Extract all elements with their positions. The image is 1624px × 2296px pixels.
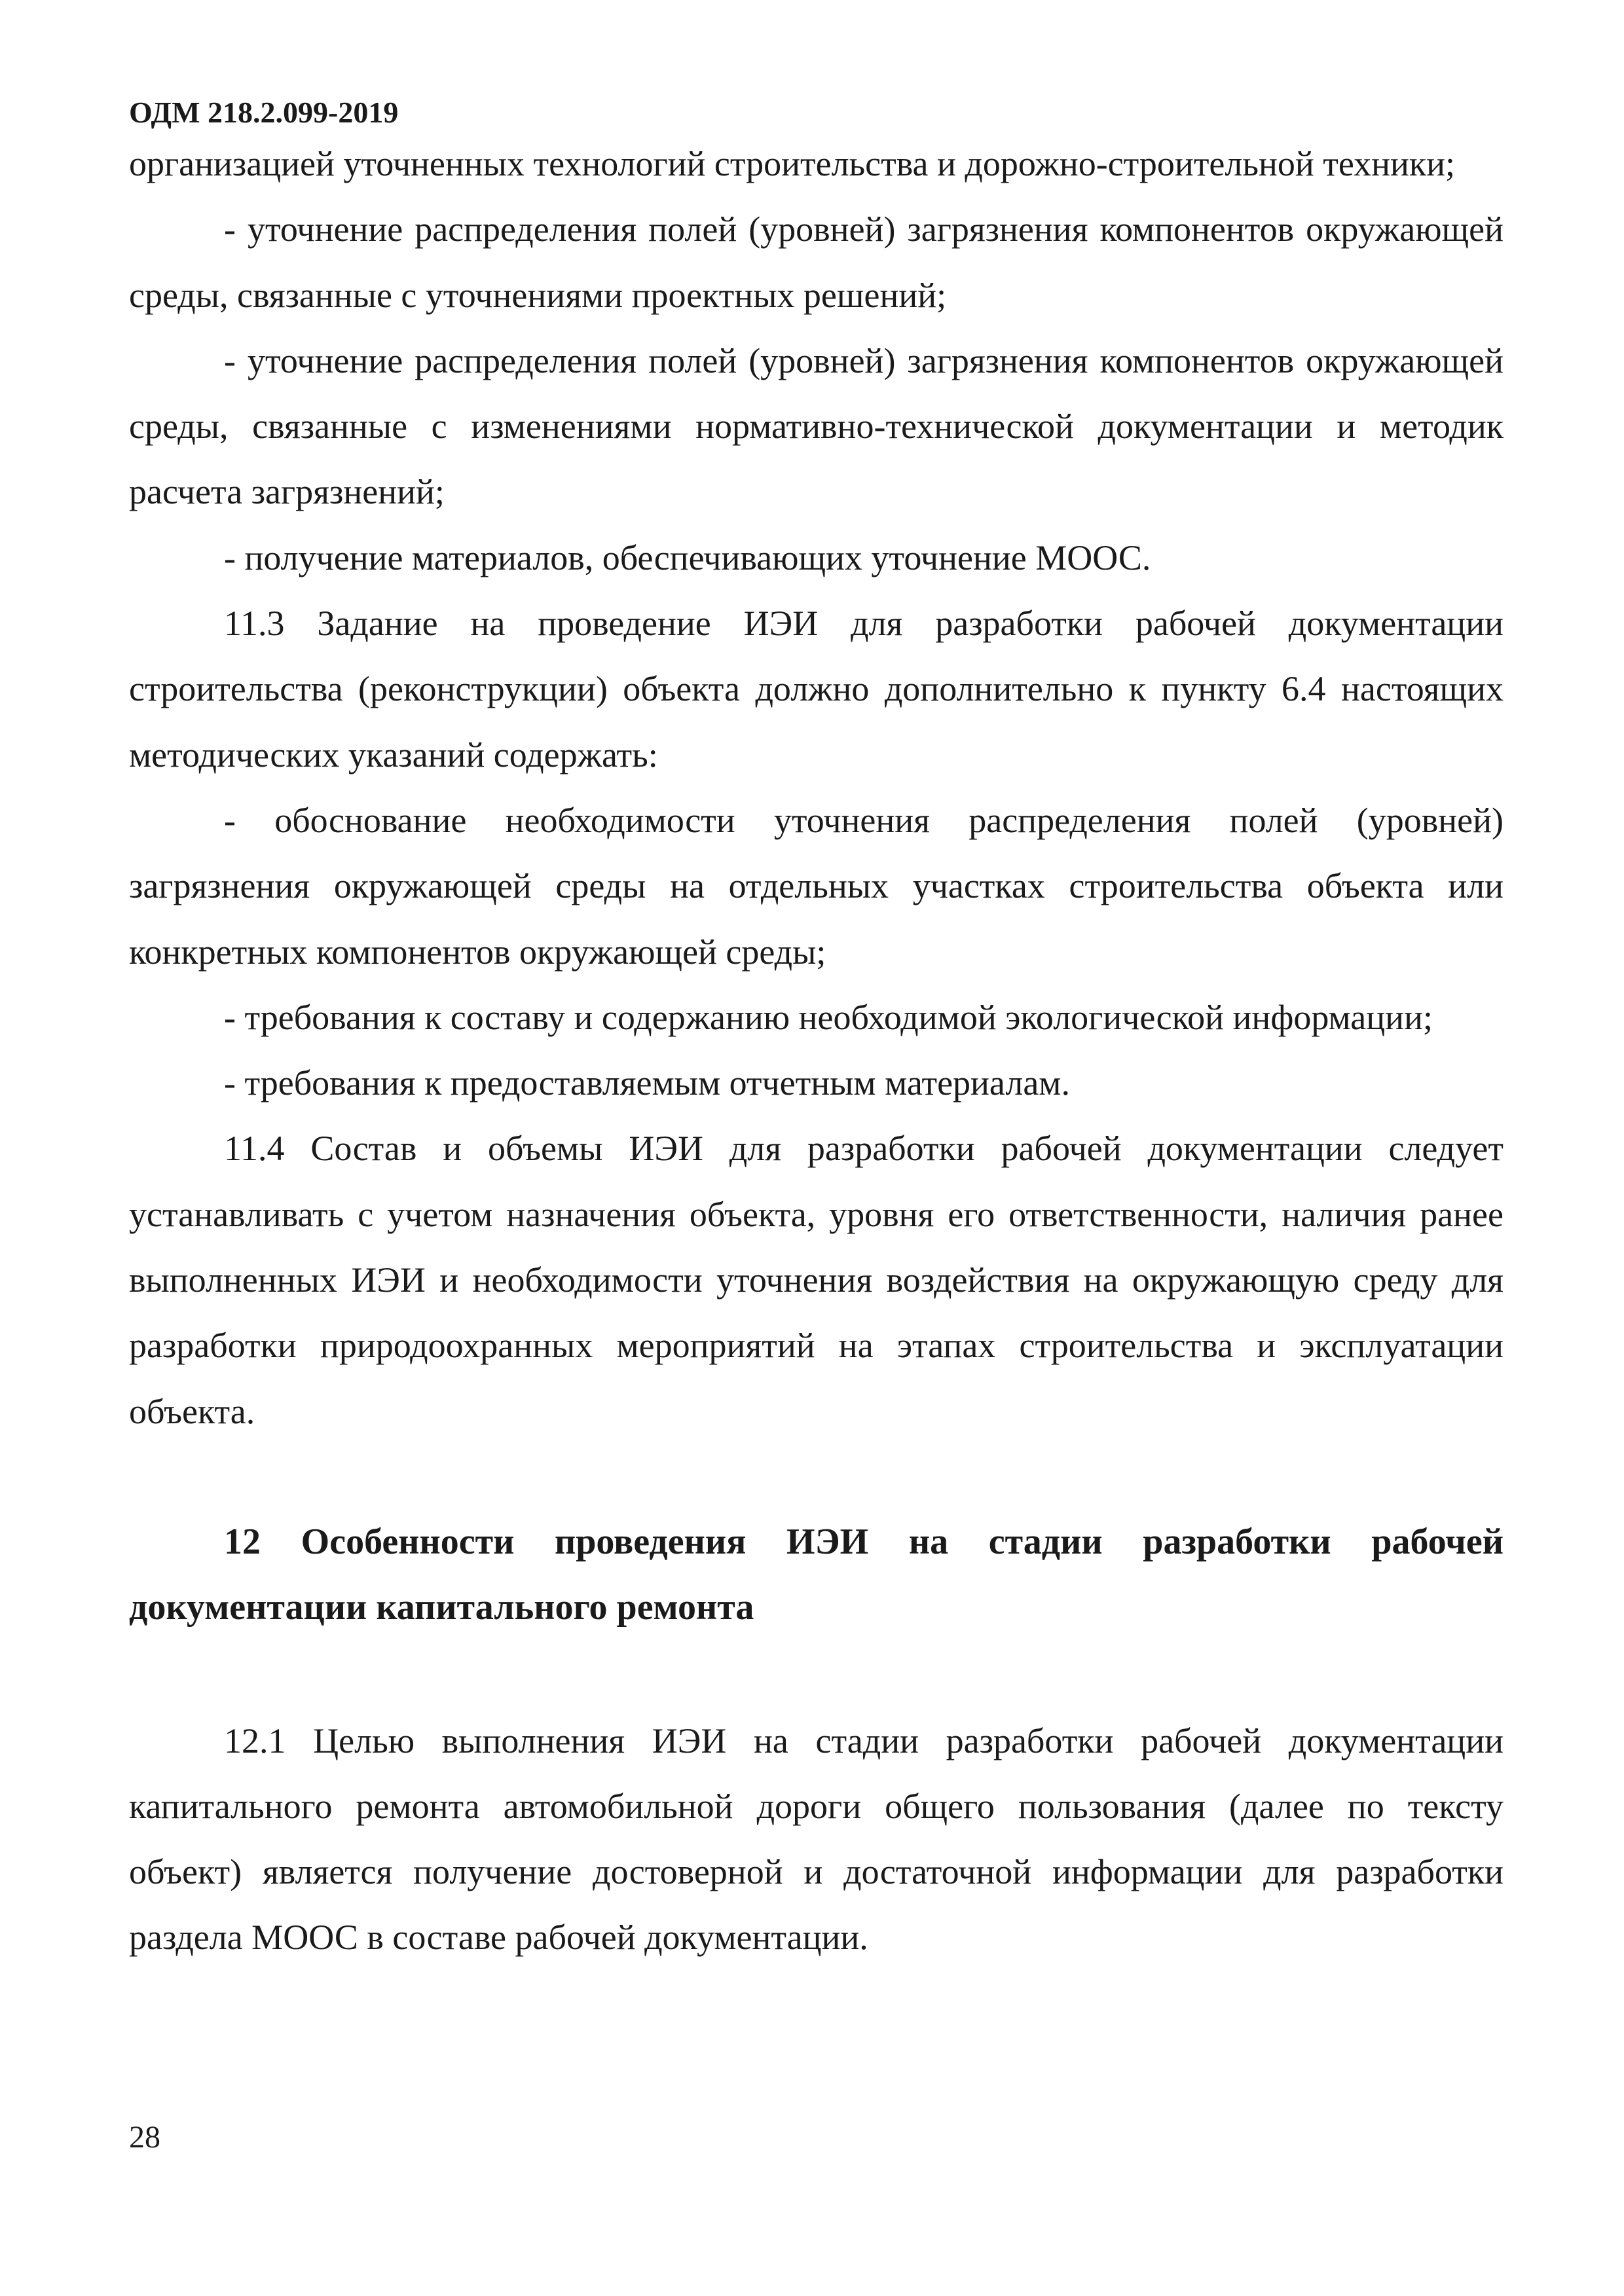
list-item-requirements-info: - требования к составу и содержанию необходимой экологической информации; xyxy=(224,997,1433,1037)
list-item-justification: - обоснование необходимости уточнения распределения полей (уровней) загрязнения окружающей среды на отдельных участках строительства объекта или конкретных компонентов окружающей среды; xyxy=(129,800,1504,972)
list-item-obtain-materials: - получение материалов, обеспечивающих уточнение МООС. xyxy=(224,538,1151,577)
page-number: 28 xyxy=(129,2120,160,2155)
spacer xyxy=(129,1444,1504,1509)
document-code-header: ОДМ 218.2.099-2019 xyxy=(129,96,399,129)
spacer xyxy=(129,1641,1504,1708)
section-heading-12: 12 Особенности проведения ИЭИ на стадии разработки рабочей документации капитального ремонта xyxy=(129,1521,1504,1628)
body-text xyxy=(129,131,1504,1971)
paragraph-continuation: организацией уточненных технологий строительства и дорожно-строительной техники; xyxy=(129,144,1456,183)
list-item-requirements-reports: - требования к предоставляемым отчетным материалам. xyxy=(224,1063,1070,1103)
clause-11-3: 11.3 Задание на проведение ИЭИ для разработки рабочей документации строительства (реконструкции) объекта должно дополнительно к пункту 6.4 настоящих методических указаний содержать: xyxy=(129,604,1504,774)
clause-12-1: 12.1 Целью выполнения ИЭИ на стадии разработки рабочей документации капитального ремонта автомобильной дороги общего пользования (далее по тексту объект) является получение достоверной и достаточной информации для разработки раздела МООС в составе рабочей документации. xyxy=(129,1721,1504,1958)
clause-11-4: 11.4 Состав и объемы ИЭИ для разработки рабочей документации следует устанавливать с учетом назначения объекта, уровня его ответственности, наличия ранее выполненных ИЭИ и необходимости уточнения воздействия на окружающую среду для разработки природоохранных мероприятий на этапах строительства и эксплуатации объекта. xyxy=(129,1129,1504,1431)
list-item-refine-fields-design: - уточнение распределения полей (уровней) загрязнения компонентов окружающей среды, связанные с уточнениями проектных решений; xyxy=(129,210,1504,315)
list-item-refine-fields-normative: - уточнение распределения полей (уровней) загрязнения компонентов окружающей среды, связанные с изменениями нормативно-технической документации и методик расчета загрязнений; xyxy=(129,340,1504,512)
